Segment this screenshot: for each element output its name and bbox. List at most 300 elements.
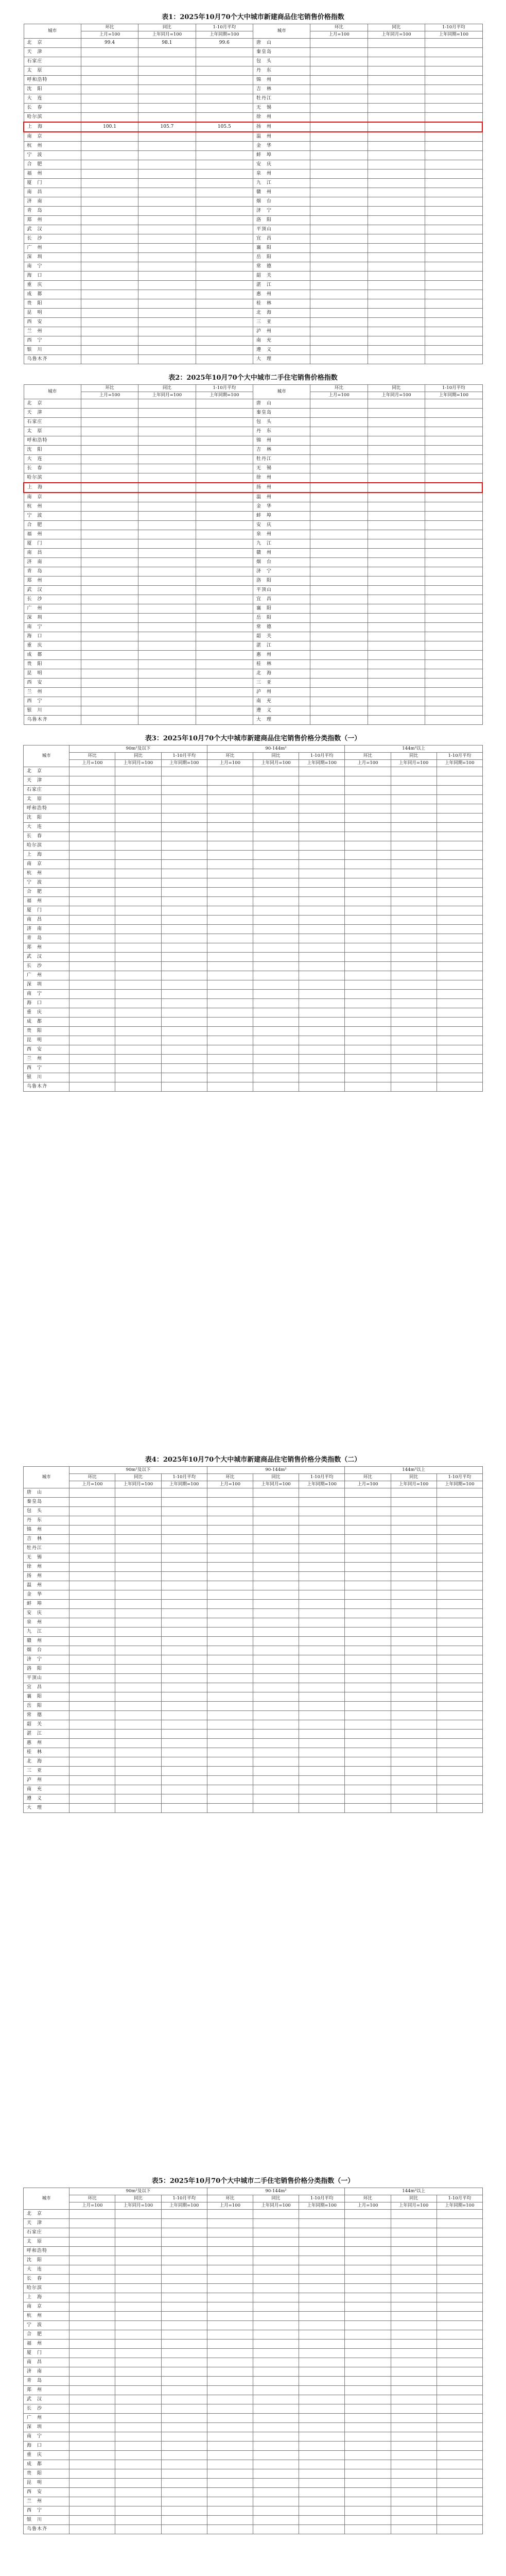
index-value: [425, 595, 482, 604]
index-value: [391, 2284, 437, 2293]
index-value: [253, 878, 299, 888]
index-value: [138, 679, 196, 688]
index-value: [299, 1785, 345, 1794]
table-row: [24, 57, 482, 66]
index-value: [196, 530, 253, 539]
index-value: [345, 1637, 391, 1646]
index-value: [391, 2404, 437, 2414]
city-name: 呼和浩特: [24, 76, 81, 85]
index-value: [69, 2404, 115, 2414]
index-value: [345, 878, 391, 888]
city-name: 宁 波: [24, 878, 69, 888]
index-value: [391, 1702, 437, 1711]
index-value: [196, 558, 253, 567]
city-name: 合 肥: [24, 888, 69, 897]
index-value: [81, 160, 138, 170]
index-value: [207, 1757, 253, 1767]
index-value: [253, 2312, 299, 2321]
index-value: [207, 2506, 253, 2516]
header-yoy-base: 上年同月=100: [368, 392, 425, 399]
index-value: [299, 1544, 345, 1553]
index-value: [138, 409, 196, 418]
index-value: [425, 299, 482, 309]
index-value: [391, 1544, 437, 1553]
index-value: [253, 1488, 299, 1498]
index-value: [161, 823, 207, 832]
index-value: [299, 2395, 345, 2404]
index-value: [345, 851, 391, 860]
index-value: [207, 1498, 253, 1507]
index-value: [207, 1516, 253, 1526]
index-value: [69, 2488, 115, 2497]
index-value: [253, 1036, 299, 1045]
table-row: [24, 2395, 483, 2404]
index-value: [391, 1730, 437, 1739]
index-value: [299, 1739, 345, 1748]
city-name: 惠 州: [24, 1739, 69, 1748]
table-row: [24, 795, 483, 804]
index-value: [310, 586, 368, 595]
index-value: [81, 493, 138, 502]
index-value: [368, 346, 425, 355]
index-value: [425, 530, 482, 539]
index-value: [345, 2525, 391, 2534]
header-yoy: 同比: [253, 753, 299, 760]
index-value: [437, 2210, 482, 2219]
index-value: [196, 327, 253, 336]
index-value: [115, 1702, 161, 1711]
index-value: [69, 1628, 115, 1637]
index-value: [368, 446, 425, 455]
index-value: [253, 1073, 299, 1082]
index-value: [253, 2506, 299, 2516]
index-value: [253, 1526, 299, 1535]
index-value: [81, 464, 138, 473]
header-yoy-base: 上年同月=100: [391, 760, 437, 767]
table2: [23, 384, 483, 725]
index-value: [115, 1794, 161, 1804]
header-ytd-base: 上年同期=100: [437, 760, 482, 767]
city-name: 昆 明: [24, 309, 81, 318]
index-value: [207, 814, 253, 823]
city-name: 大 连: [24, 2265, 69, 2275]
index-value: [207, 1655, 253, 1665]
index-value: [253, 2265, 299, 2275]
index-value: [207, 1055, 253, 1064]
city-name: 上 海: [24, 122, 81, 132]
table-row: [24, 688, 482, 697]
index-value: [207, 860, 253, 869]
index-value: [310, 521, 368, 530]
index-value: [69, 1757, 115, 1767]
table-row: [24, 999, 483, 1008]
index-value: [368, 595, 425, 604]
table-row: [24, 151, 482, 160]
index-value: [196, 446, 253, 455]
index-value: [368, 539, 425, 549]
index-value: [115, 1553, 161, 1563]
index-value: [69, 2506, 115, 2516]
index-value: [437, 1794, 482, 1804]
index-value: [207, 878, 253, 888]
table-row: [24, 595, 482, 604]
index-value: [196, 104, 253, 113]
index-value: [299, 2414, 345, 2423]
table-row: [24, 272, 482, 281]
index-value: [115, 990, 161, 999]
index-value: [391, 841, 437, 851]
index-value: [345, 2340, 391, 2349]
index-value: [345, 2247, 391, 2256]
index-value: [345, 2516, 391, 2525]
index-value: [437, 860, 482, 869]
index-value: [161, 1618, 207, 1628]
table-row: [24, 1674, 483, 1683]
table-row: [24, 2210, 483, 2219]
index-value: [207, 1544, 253, 1553]
index-value: [437, 2516, 482, 2525]
header-yoy: 同比: [138, 385, 196, 392]
index-value: [161, 1665, 207, 1674]
index-value: [207, 2488, 253, 2497]
index-value: [207, 841, 253, 851]
city-name: 太 原: [24, 427, 81, 436]
index-value: [310, 113, 368, 123]
index-value: [138, 716, 196, 725]
city-name: 成 都: [24, 2460, 69, 2469]
index-value: [425, 290, 482, 299]
index-value: [81, 299, 138, 309]
city-name: 南 昌: [24, 916, 69, 925]
table-row: [24, 427, 482, 436]
index-value: [391, 878, 437, 888]
header-yoy: 同比: [368, 385, 425, 392]
index-value: [299, 1609, 345, 1618]
index-value: [368, 207, 425, 216]
index-value: [81, 641, 138, 651]
index-value: [425, 216, 482, 225]
index-value: [81, 483, 138, 493]
index-value: [299, 878, 345, 888]
index-value: [345, 823, 391, 832]
index-value: 98.1: [138, 39, 196, 48]
index-value: [425, 651, 482, 660]
index-value: [345, 1600, 391, 1609]
city-name: 长 沙: [24, 595, 81, 604]
index-value: [391, 832, 437, 841]
header-mom-base: 上月=100: [81, 31, 138, 39]
header-mom: 环比: [207, 753, 253, 760]
index-value: [196, 436, 253, 446]
table-row: [24, 804, 483, 814]
city-name: 成 都: [24, 651, 81, 660]
table-row: [24, 679, 482, 688]
index-value: [437, 2275, 482, 2284]
index-value: [69, 841, 115, 851]
index-value: [368, 577, 425, 586]
index-value: [115, 999, 161, 1008]
index-value: [196, 697, 253, 706]
index-value: [310, 57, 368, 66]
city-name: 遵 义: [24, 1794, 69, 1804]
index-value: [425, 225, 482, 234]
index-value: [310, 48, 368, 57]
index-value: [310, 225, 368, 234]
index-value: [207, 1553, 253, 1563]
index-value: [368, 216, 425, 225]
index-value: [207, 1590, 253, 1600]
header-yoy-base: 上年同月=100: [138, 31, 196, 39]
index-value: [368, 455, 425, 464]
index-value: [425, 539, 482, 549]
city-name: 平顶山: [253, 225, 310, 234]
index-value: [253, 1590, 299, 1600]
index-value: [161, 1082, 207, 1092]
index-value: [253, 1785, 299, 1794]
index-value: [345, 1516, 391, 1526]
city-name: 济 南: [24, 925, 69, 934]
index-value: [115, 1073, 161, 1082]
index-value: [425, 623, 482, 632]
index-value: [253, 2302, 299, 2312]
index-value: [310, 197, 368, 207]
index-value: [437, 2265, 482, 2275]
city-name: 海 口: [24, 2442, 69, 2451]
index-value: [425, 436, 482, 446]
index-value: [253, 2210, 299, 2219]
index-value: [345, 1045, 391, 1055]
index-value: [425, 706, 482, 716]
city-name: 西 宁: [24, 2506, 69, 2516]
index-value: [196, 179, 253, 188]
index-value: [207, 2525, 253, 2534]
index-value: [161, 2414, 207, 2423]
city-name: 兰 州: [24, 688, 81, 697]
city-name: 韶 关: [253, 272, 310, 281]
city-name: 常 德: [253, 623, 310, 632]
index-value: [69, 1055, 115, 1064]
city-name: 宁 波: [24, 151, 81, 160]
index-value: [299, 1581, 345, 1590]
index-value: [310, 355, 368, 364]
index-value: [81, 281, 138, 290]
index-value: [391, 1008, 437, 1018]
index-value: [425, 207, 482, 216]
index-value: [207, 1535, 253, 1544]
index-value: [115, 1581, 161, 1590]
index-value: [299, 999, 345, 1008]
index-value: [299, 1018, 345, 1027]
header-mom: 环比: [207, 2195, 253, 2202]
index-value: [138, 567, 196, 577]
index-value: [207, 1692, 253, 1702]
index-value: [207, 962, 253, 971]
index-value: [115, 1804, 161, 1813]
city-name: 蚌 埠: [253, 512, 310, 521]
index-value: [437, 980, 482, 990]
header-city: 城市: [24, 385, 81, 399]
index-value: [253, 804, 299, 814]
table-row: [24, 94, 482, 104]
index-value: [115, 2432, 161, 2442]
index-value: [69, 1609, 115, 1618]
index-value: [115, 934, 161, 943]
index-value: [81, 66, 138, 76]
index-value: [161, 1544, 207, 1553]
city-name: 常 德: [253, 262, 310, 272]
city-name: 襄 阳: [24, 1692, 69, 1702]
index-value: [437, 906, 482, 916]
header-yoy: 同比: [253, 2195, 299, 2202]
city-name: 福 州: [24, 530, 81, 539]
index-value: [115, 916, 161, 925]
index-value: [253, 897, 299, 906]
index-value: [368, 641, 425, 651]
header-city: 城市: [24, 2188, 69, 2210]
index-value: [207, 1064, 253, 1073]
index-value: [345, 953, 391, 962]
city-name: 三 亚: [253, 318, 310, 327]
index-value: [161, 1581, 207, 1590]
table-row: [24, 1498, 483, 1507]
index-value: [115, 953, 161, 962]
index-value: [207, 2367, 253, 2377]
index-value: [310, 577, 368, 586]
index-value: [425, 170, 482, 179]
index-value: [310, 290, 368, 299]
index-value: [391, 1804, 437, 1813]
index-value: [391, 888, 437, 897]
city-name: 呼和浩特: [24, 436, 81, 446]
table-row: [24, 170, 482, 179]
table-row: [24, 2302, 483, 2312]
index-value: [310, 76, 368, 85]
index-value: [345, 1036, 391, 1045]
index-value: [391, 1665, 437, 1674]
index-value: [391, 2488, 437, 2497]
city-name: 三 亚: [253, 679, 310, 688]
index-value: [81, 530, 138, 539]
index-value: [368, 586, 425, 595]
index-value: [115, 1646, 161, 1655]
index-value: [345, 832, 391, 841]
index-value: [161, 962, 207, 971]
index-value: [207, 767, 253, 776]
index-value: [207, 953, 253, 962]
city-name: 扬 州: [253, 483, 310, 493]
index-value: [115, 2210, 161, 2219]
index-value: [161, 1628, 207, 1637]
city-name: 赣 州: [24, 1637, 69, 1646]
index-value: [69, 2432, 115, 2442]
index-value: [345, 1498, 391, 1507]
index-value: [299, 1507, 345, 1516]
city-name: 烟 台: [24, 1646, 69, 1655]
index-value: [196, 418, 253, 427]
table-row: [24, 2404, 483, 2414]
index-value: [138, 399, 196, 409]
index-value: [437, 1618, 482, 1628]
index-value: [299, 916, 345, 925]
city-name: 银 川: [24, 706, 81, 716]
index-value: [425, 122, 482, 132]
index-value: [207, 925, 253, 934]
index-value: [345, 2469, 391, 2479]
index-value: [69, 1572, 115, 1581]
index-value: [115, 1082, 161, 1092]
index-value: [391, 1776, 437, 1785]
index-value: [391, 2367, 437, 2377]
city-name: 大 连: [24, 455, 81, 464]
index-value: [115, 2256, 161, 2265]
index-value: [253, 2340, 299, 2349]
index-value: [81, 309, 138, 318]
index-value: [437, 1785, 482, 1794]
index-value: [391, 2395, 437, 2404]
index-value: [69, 2340, 115, 2349]
index-value: [196, 94, 253, 104]
index-value: [196, 160, 253, 170]
index-value: [69, 804, 115, 814]
index-value: [69, 990, 115, 999]
table-row: [24, 2525, 483, 2534]
index-value: [368, 66, 425, 76]
table-row: [24, 1637, 483, 1646]
index-value: [161, 2442, 207, 2451]
index-value: [81, 418, 138, 427]
index-value: [253, 2516, 299, 2525]
index-value: [161, 1767, 207, 1776]
index-value: [196, 318, 253, 327]
index-value: [196, 225, 253, 234]
city-name: 温 州: [253, 493, 310, 502]
index-value: [196, 336, 253, 346]
index-value: [115, 2219, 161, 2228]
header-ytd: 1-10月平均: [437, 1474, 482, 1481]
index-value: [138, 530, 196, 539]
index-value: [69, 776, 115, 786]
index-value: [115, 2377, 161, 2386]
header-size-144-up: 144m²以上: [345, 2188, 483, 2195]
index-value: [437, 832, 482, 841]
table-row: [24, 943, 483, 953]
index-value: [253, 1516, 299, 1526]
index-value: [115, 888, 161, 897]
city-name: 安 庆: [24, 1609, 69, 1618]
index-value: [437, 2330, 482, 2340]
index-value: [368, 567, 425, 577]
index-value: [161, 1018, 207, 1027]
table-row: [24, 716, 482, 725]
city-name: 成 都: [24, 1018, 69, 1027]
index-value: [310, 679, 368, 688]
index-value: [161, 1526, 207, 1535]
index-value: [368, 142, 425, 151]
index-value: [368, 409, 425, 418]
index-value: [196, 502, 253, 512]
index-value: [310, 623, 368, 632]
index-value: [161, 1553, 207, 1563]
index-value: [299, 2330, 345, 2340]
index-value: [391, 2256, 437, 2265]
table-row: [24, 860, 483, 869]
index-value: [161, 1702, 207, 1711]
city-name: 南 充: [24, 1785, 69, 1794]
index-value: [299, 2442, 345, 2451]
index-value: [299, 823, 345, 832]
index-value: [425, 502, 482, 512]
index-value: [196, 355, 253, 364]
